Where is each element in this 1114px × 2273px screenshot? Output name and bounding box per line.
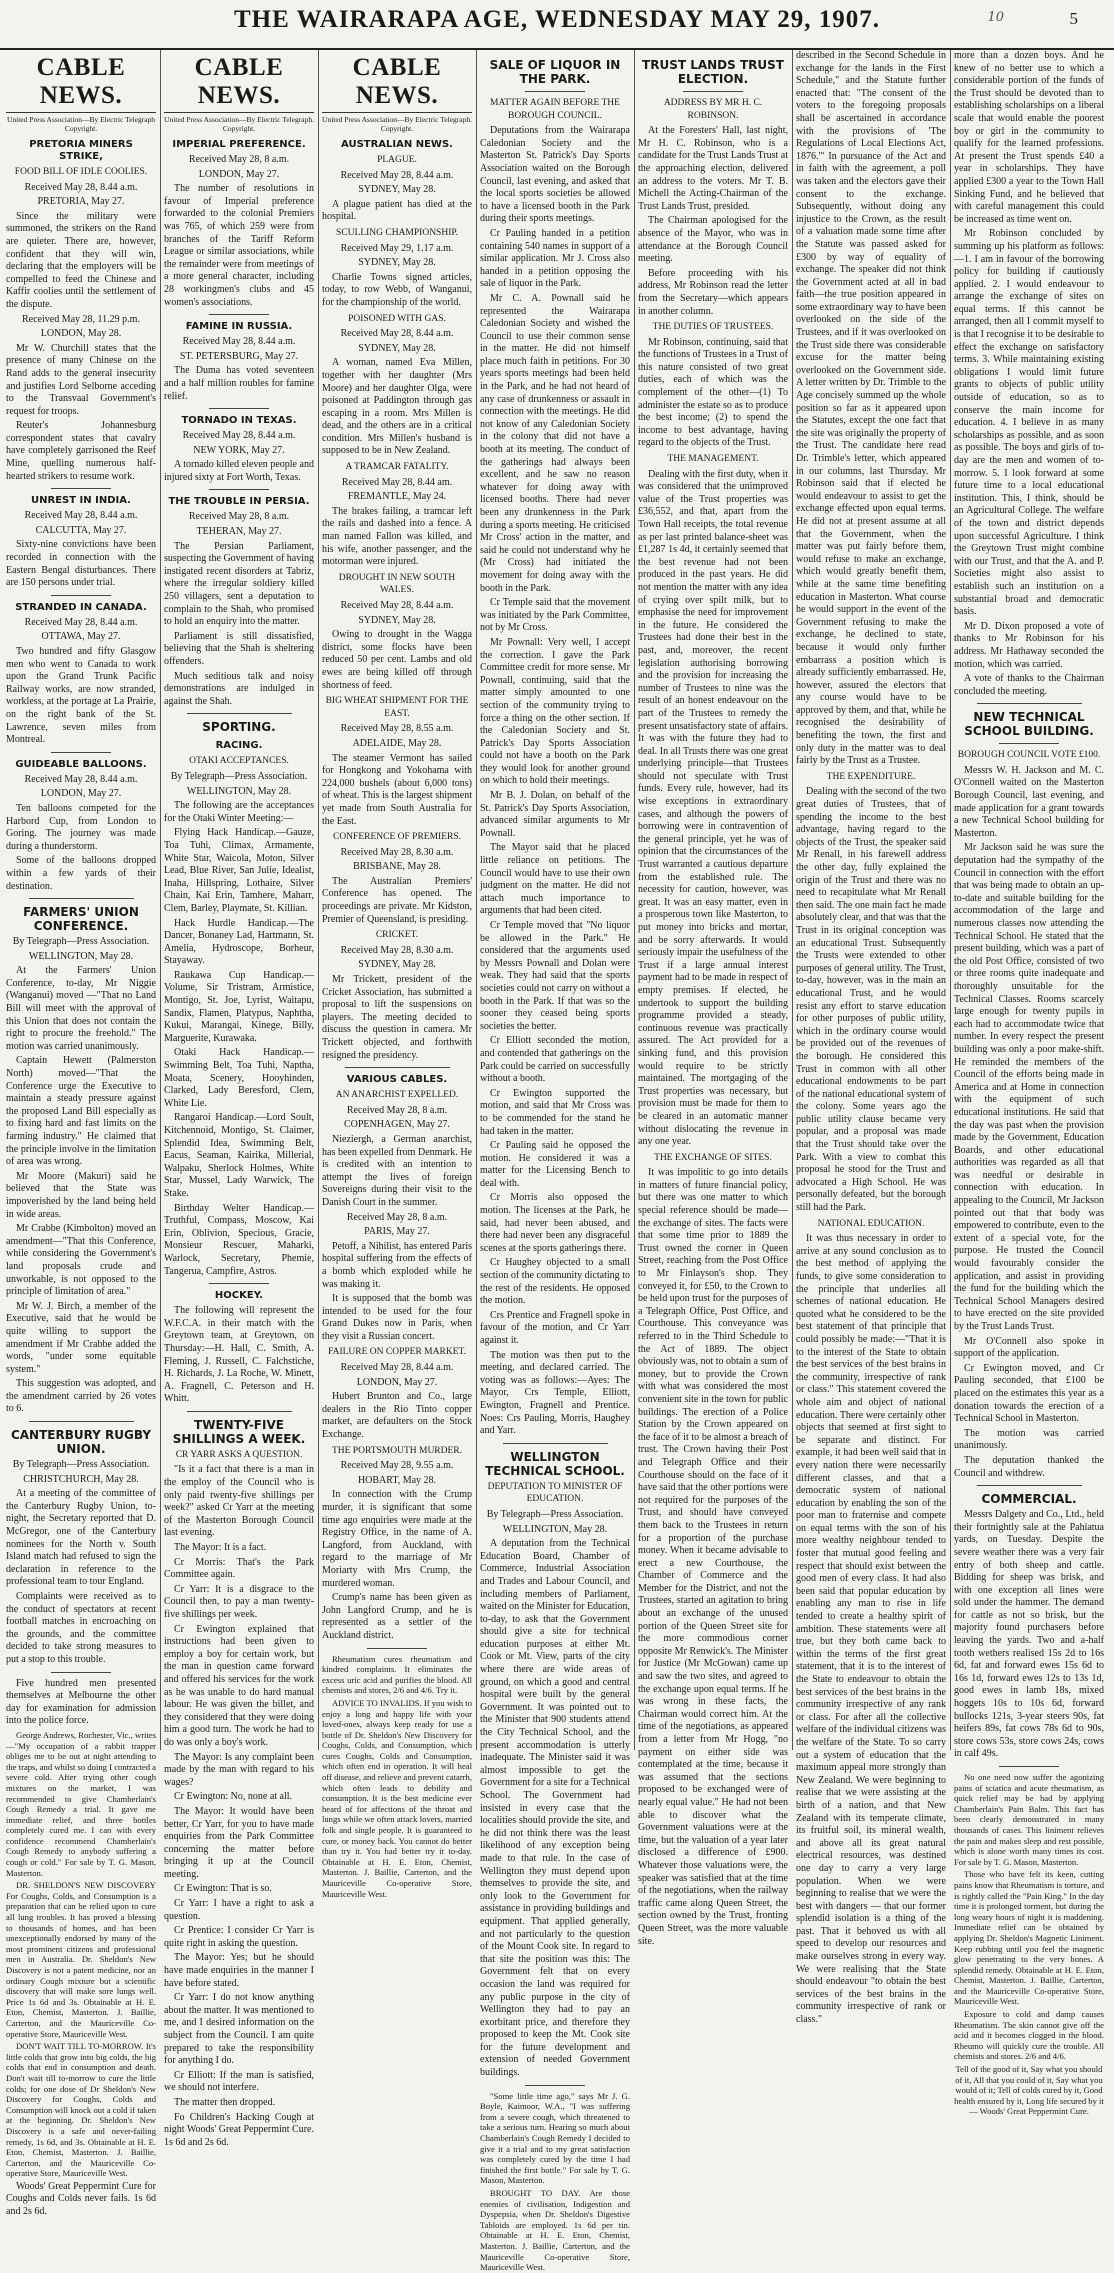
paragraph: Cr Morris: That's the Park Committee again. bbox=[164, 1556, 314, 1581]
paragraph: Flying Hack Handicap.—Gauze, Toa Tuhi, Climax, Armamente, White Star, Waicola, Moton, Silver Lead, Blue River, San Julie, Idealist, Inaha, Hillspring, Lothaire, Silver Chain, Kai Erin, Tamhere, Maharr, Clem, Barley, Playmate, St. Killian. bbox=[164, 827, 314, 914]
dateline: WELLINGTON, May 28. bbox=[28, 950, 134, 962]
paragraph: Since the military were summoned, the strikers on the Rand are quieter. There are, however, confident that they will win, declaring that the employers will be compelled to feed the Chinese and Kaffir coolies until the settlement of the dispute. bbox=[6, 210, 156, 310]
separator bbox=[209, 314, 269, 315]
article-heading: THE TROUBLE IN PERSIA. bbox=[168, 496, 310, 508]
advertisement: Exposure to cold and damp causes Rheumatism. The skin cannot give off the acid and it becomes clogged in the blood. Rheumo will quickly cure the trouble. All chemists and stores. 2/6 and 4/6. bbox=[954, 2009, 1104, 2062]
article-heading: STRANDED IN CANADA. bbox=[15, 601, 147, 613]
paragraph: Cr Elliott seconded the motion, and contended that gatherings on the Park could be carried on successfully without a booth. bbox=[480, 1035, 630, 1085]
column-7 bbox=[954, 50, 1104, 2117]
article-heading: TWENTY-FIVE SHILLINGS A WEEK. bbox=[172, 1417, 306, 1446]
paragraph: Two hundred and fifty Glasgow men who went to Canada to work upon the Grand Trunk Pacific Railway works, are now stranded, workless, at the portage at La Prairie, on the right bank of the St. Lawrence, seven miles from Montreal. bbox=[6, 646, 156, 746]
dateline: OTTAWA, May 27. bbox=[41, 631, 121, 643]
paragraph: Cr Temple moved that "No liquor be allowed in the Park." He considered that the arguments used by Messrs Pownall and Dolan were weak. They had said that the sports societies could not carry on without a booth in the Park. If that was so the sooner they ceased being sports societies the better. bbox=[480, 920, 630, 1032]
paragraph: The brakes failing, a tramcar left the rails and dashed into a fence. A man named Fallon was killed, and his wife, another passenger, and the motorman were injured. bbox=[322, 505, 472, 568]
article-subheading: SCULLING CHAMPIONSHIP. bbox=[336, 227, 458, 238]
advertisement: BROUGHT TO DAY. Are those enemies of civilisation, Indigestion and Dyspepsia, when Dr. Sheldon's Digestive Tabloids are employed. 1s 6d per tin. Obtainable at H. E. Eton, Chemist, Masterton. J. Baillie, Carterton, and the Mauriceville Co-operative Store, Mauriceville West. bbox=[480, 2188, 630, 2273]
advertisement: Those who have felt its keen, cutting pains know that Rheumatism is torture, and is rightly called the "Pain King." In the day time it is prolonged torment, but during the long weary hours of night it is maddening. Immediate relief can be obtained by applying Dr. Sheldon's Magnetic Liniment. Keep rubbing until you feel the magnetic glow penetrating to the very bones. A splendid remedy. Obtainable at H. E. Eton, Chemist, Masterton. J. Baillie, Carterton, and the Mauriceville Co-operative Store, Mauriceville West. bbox=[954, 1869, 1104, 2007]
page-number: 5 bbox=[1069, 9, 1078, 28]
article-heading: SALE OF LIQUOR IN THE PARK. bbox=[489, 58, 621, 86]
newspaper-title: THE WAIRARAPA AGE, WEDNESDAY MAY 29, 1907. bbox=[233, 6, 881, 33]
article-subheading: NATIONAL EDUCATION. bbox=[817, 1218, 925, 1229]
article-subheading: DEPUTATION TO MINISTER OF EDUCATION. bbox=[487, 1481, 623, 1505]
dateline: COPENHAGEN, May 27. bbox=[343, 1119, 451, 1131]
paragraph: A vote of thanks to the Chairman concluded the meeting. bbox=[954, 673, 1104, 697]
separator bbox=[525, 2085, 585, 2086]
paragraph: A woman, named Eva Millen, together with her daughter (Mrs Moore) and her daughter Olga, were poisoned at Paddington through gas escaping in a room. Mrs Millen is dead, and the others are in a critical condition. Mrs Millen's husband is supposed to be in New Zealand. bbox=[322, 357, 472, 457]
paragraph: Sixty-nine convictions have been recorded in connection with the Eastern Bengal disturbances. There are 150 persons under trial. bbox=[6, 539, 156, 589]
paragraph: Mr O'Connell also spoke in support of the application. bbox=[954, 1335, 1104, 1360]
article-heading: SPORTING. bbox=[202, 720, 276, 735]
paragraph: Complaints were received as to the conduct of spectators at recent football matches in encroaching on the grounds, and the committee decided to take strong measures to put a stop to this trouble. bbox=[6, 1591, 156, 1665]
dateline: SYDNEY, May 28. bbox=[358, 184, 436, 196]
paragraph: The Australian Premiers' Conference has opened. The proceedings are private. Mr Kidston, Premier of Queensland, is presiding. bbox=[322, 875, 472, 925]
paragraph: The Persian Parliament, suspecting the Government of having instigated recent disorders at Tabriz, where the irregular soldiery killed 250 villagers, sent a deputation to complain to the Shah, who promised to hold an enquiry into the matter. bbox=[164, 540, 314, 628]
dateline: LONDON, May 27. bbox=[356, 1376, 438, 1388]
paragraph: Rangaroi Handicap.—Lord Soult, Kitchennoid, Montigo, St. Claimer, Splendid Idea, Swimming Belt, Eacus, Seaman, Kairika, Millerial, Walpaku, Sherlock Holmes, White Star, Mussel, Lady Warwick, The Stake. bbox=[164, 1112, 314, 1199]
paragraph: Mr Trickett, president of the Cricket Association, has submitted a proposal to lift the suspensions on players. The meeting decided to discuss the question in camera. Mr Trickett objected, and forthwith resigned the presidency. bbox=[322, 974, 472, 1061]
paragraph: Birthday Welter Handicap.—Truthful, Compass, Moscow, Kai Erin, Oblivion, Specious, Gracie, Monsieur Rescuer, Maharki, Warlock, Secretary, Phemie, Tangerua, Campfire, Astros. bbox=[164, 1202, 314, 1277]
paragraph: A plague patient has died at the hospital. bbox=[322, 198, 472, 223]
article-heading: TRUST LANDS TRUST ELECTION. bbox=[642, 58, 784, 86]
separator bbox=[187, 713, 292, 714]
paragraph: Otaki Hack Handicap.—Swimming Belt, Toa Tuhi, Naptha, Moata, Scenery, Hooyhinden, Clarked, Lady Beresford, Clem, White Lie. bbox=[164, 1047, 314, 1109]
paragraph: Some of the balloons dropped within a few yards of their destination. bbox=[6, 855, 156, 892]
paragraph: Cr Ewington moved, and Cr Pauling seconded, that £100 be placed on the estimates this year as a donation towards the erection of a Technical School in Masterton. bbox=[954, 1362, 1104, 1425]
paragraph: Mr Jackson said he was sure the deputation had the sympathy of the Council in connection with the effort that was being made to obtain an up-to-date and suitable building for the accommodation of the large and numerous classes now attending the Technical School. He stated that the present building, which was a part of the old Post Office, consisted of two or three rooms quite inadequate and thoroughly unsuitable for the Technical Classes. Rooms scarcely large enough for twenty pupils in each had to accommodate twice that number. In every respect the present building was only a poor make-shift. He reminded the members of the Council of the efforts being made in America and at Home in connection with the equipment of such educational institutions. He said that the day was past when the provision made by the Government, Education Boards, and other educational authorities was regarded as all that was needful or desirable in connection with education. In appealing to the Council, Mr Jackson pointed out that that body was empowered to contribute, even to the extent of a special vote, for the purpose. He trusted the Council would favourably consider the application, and assist in providing the fund for the building which the Technical School Managers desired to have erected on the site provided by the Trust Lands Trust. bbox=[954, 842, 1104, 1332]
article-heading: AUSTRALIAN NEWS. bbox=[341, 139, 453, 150]
article-subheading: OTAKI ACCEPTANCES. bbox=[189, 756, 289, 767]
column-rule bbox=[318, 50, 319, 1750]
paragraph: The following are the acceptances for the Otaki Winter Meeting:— bbox=[164, 800, 314, 824]
dateline: ADELAIDE, May 28. bbox=[352, 737, 442, 749]
article-subheading: PLAGUE. bbox=[377, 155, 417, 165]
dateline: NEW YORK, May 27. bbox=[193, 444, 285, 456]
paragraph: A deputation from the Technical Education Board, Chamber of Commerce, Industrial Association and Trades and Labour Council, and including members of Parliament, waited on the Minister for Education, to-day, to ask that the Government should give a site for technical education purposes at either Mt. Cook or Mt. View, parts of the city where there are wide areas of ground, on which a good and central hospital were built by the general Government. It was pointed out to the Minister that 900 students attend the City Technical School, and the present accommodation is utterly inadequate. The Minister said it was almost impossible to get the Government for a site for a Technical School. The Government had insisted in every case that the localities should provide the site, and he did not think there was the least likelihood of any exception being made to that rule. In the case of Wellington they must depend upon themselves to provide the site, and only look to the Government for assistance in providing buildings and equipment. That applied generally, and not particularly to the question of the Mount Cook site. In regard to that site the position was this: The Government felt that on every occasion the land was required for any public purpose in the city of Wellington they had to pay an exorbitant price, and therefore they proposed to keep the Mt. Cook site for the future development and extension of needed Government buildings. bbox=[480, 1538, 630, 2079]
paragraph: Cr Yarr: I have a right to ask a question. bbox=[164, 1898, 314, 1922]
article-subheading: THE EXCHANGE OF SITES. bbox=[654, 1152, 772, 1163]
paragraph: Mr Moore (Makuri) said he believed that the State was impoverished by the land being held in wide areas. bbox=[6, 1170, 156, 1220]
paragraph: Deputations from the Wairarapa Caledonian Society and the Masterton St. Patrick's Day Sports Association waited on the Borough Council, last evening, and asked that the local sports societies be allowed to have a licensed booth in the Park during their sports meetings. bbox=[480, 125, 630, 225]
paragraph: The following will represent the W.F.C.A. in their match with the Greytown team, at Greytown, on Thursday:—H. Hall, C. Smith, A. Fleming, J. Russell, C. Falchstiche, H. Richards, J. La Roche, W. Minett, A. Fragnell, C. Peterson and H. Whitt. bbox=[164, 1305, 314, 1405]
paragraph: Before proceeding with his address, Mr Robinson read the letter from the Secretary—which appears in another column. bbox=[638, 267, 788, 317]
paragraph: Five hundred men presented themselves at Melbourne the other day for examination for admission into the police force. bbox=[6, 1677, 156, 1727]
received-line: Received May 28, 9.55 a.m. bbox=[340, 1460, 454, 1472]
paragraph: Mr B. J. Dolan, on behalf of the St. Patrick's Day Sports Association, advanced similar arguments to Mr Pownall. bbox=[480, 790, 630, 839]
paragraph: Crump's name has been given as John Langford Crump, and he is represented as a settler of the Auckland district. bbox=[322, 1592, 472, 1641]
dateline: LONDON, May 28. bbox=[40, 328, 122, 340]
received-line: Received May 28, 8 a.m. bbox=[346, 1104, 448, 1116]
separator bbox=[187, 1411, 292, 1412]
paragraph: Mr Pownall: Very well, I accept the correction. I gave the Park Committee credit for more sense. Mr Pownall, continuing, said that the matter simply amounted to one section of the community trying to force a thing on the other section. If the Caledonian Society and St. Patrick's Day Sports Association could not have a booth on the Park they would look for another ground on which to hold their meetings. bbox=[480, 636, 630, 787]
separator bbox=[999, 743, 1059, 744]
paragraph: Cr Ewington: That is so. bbox=[174, 1883, 272, 1895]
paragraph: It was impolitic to go into details in matters of future financial policy, but there was one matter to which special reference should be made—the exchange of sites. The facts were that some time prior to 1889 the Trust owned the corner in Queen Street, reaching from the Post Office to Mr Finlayson's shop. They conveyed it, for £50, to the Crown to be held upon trust for the purposes of a Telegraph Office, Post Office, and Courthouse. This conveyance was referred to in the Third Schedule to the Act of 1889. The object obviously was, not to obtain a sum of money, but to provide the Crown with what was considered the most convenient site in the town for public buildings. The erection of a Police Station by the Crown appeared on the face of it to be almost a breach of trust. The Crown having their Post and Telegraph Office and their Courthouse should on the face of it have said that the other portions were not required for the purposes of the Trust, and should have conveyed them back to the Trustees in return for a proportion of the purchase money. When it became advisable to erect a new Courthouse, the Chamber of Commerce and the Member for the District, and not the Trustees, started an agitation to bring about an exchange of the unused portion of the Queen Street site for the more commodious corner opposite Mr Renwick's. The Minister for Justice (Mr McGowan) came up and saw the two sites, and agreed to the exchange upon equal terms. If he was wrong in these facts, the Chairman would correct him. At the time of the negotiations, as appeared from a letter from Mr Hogg, "no payment on either side was contemplated at the time, because it was assumed that the sections proposed to be exchanged were of nearly equal value." He had not been able to discover what the Government valuations were at the time, but the valuation of a year later disclosed a difference of £900. Whatever those valuations were, the speaker was satisfied that at the time of the negotiations, when the railway traffic came along Queen Street, the section owned by the Trust, fronting Queen Street, was the more valuable site. bbox=[638, 1167, 788, 1947]
paragraph: The steamer Vermont has sailed for Hongkong and Yokohama with 224,000 bushels (about 6,000 tons) of wheat. This is the largest shipment yet made from South Australia for the East. bbox=[322, 752, 472, 827]
received-line: Received May 28, 8.44 a.m. bbox=[24, 773, 138, 785]
section-title: CABLE NEWS. bbox=[6, 54, 156, 113]
dateline: LONDON, May 27. bbox=[40, 788, 122, 800]
article-heading: RACING. bbox=[215, 740, 263, 752]
article-subheading: ADDRESS BY MR H. C. ROBINSON. bbox=[663, 98, 763, 121]
paragraph: Messrs W. H. Jackson and M. C. O'Connell waited on the Masterton Borough Council, last evening, and made application for a grant towards a new Technical School building for Masterton. bbox=[954, 764, 1104, 839]
paragraph: At the Farmers' Union Conference, to-day, Mr Niggie (Wanganui) moved —"That no Land Bill will meet with the approval of this Union that does not contain the right to procure the freehold." The motion was carried unanimously. bbox=[6, 965, 156, 1052]
column-3 bbox=[322, 50, 472, 1899]
paragraph: Mr Robinson, continuing, said that the functions of Trustees in a Trust of this nature consisted of two great duties, each of which was the complement of the other—(1) To administer the estate so as to produce the best income; (2) to spend the income to best advantage, having regard to the objects of the Trust. bbox=[638, 336, 788, 449]
article-subheading: THE EXPENDITURE. bbox=[826, 771, 916, 782]
paragraph: The Mayor: It is a fact. bbox=[174, 1542, 267, 1554]
article-heading: VARIOUS CABLES. bbox=[346, 1074, 448, 1086]
received-line: Received May 28, 11.29 p.m. bbox=[22, 313, 140, 325]
separator bbox=[367, 1648, 427, 1649]
dateline: SYDNEY, May 28. bbox=[358, 342, 436, 354]
article-subheading: DROUGHT IN NEW SOUTH WALES. bbox=[338, 572, 456, 596]
article-heading: WELLINGTON TECHNICAL SCHOOL. bbox=[485, 1449, 625, 1478]
paragraph: At the Foresters' Hall, last night, Mr H. C. Robinson, who is a candidate for the Trust Lands Trust at the approaching election, delivered an address to the voters. Mr T. B. Michell the Acting-Chairman of the Trust Lands Trust, presided. bbox=[638, 125, 788, 212]
advertisement: Tell of the good of it, Say what you should of it, All that you could of it, Say what you would of it; Tell of colds cured by it, Good health ensured by it, Long life secured by it— Woods' Great Peppermint Cure. bbox=[954, 2064, 1104, 2117]
received-line: Received May 28, 8.44 a.m. bbox=[340, 1362, 454, 1374]
paragraph: Petoff, a Nihilist, has entered Paris hospital suffering from the effects of a bomb which exploded while he was making it. bbox=[322, 1240, 472, 1290]
received-line: Received May 28, 8.55 a.m. bbox=[340, 723, 454, 735]
separator bbox=[977, 1485, 1082, 1486]
paragraph: The Duma has voted seventeen and a half million roubles for famine relief. bbox=[164, 365, 314, 402]
paragraph: Much seditious talk and noisy demonstrations are indulged in against the Shah. bbox=[164, 670, 314, 707]
column-rule bbox=[160, 50, 161, 1750]
separator bbox=[29, 1421, 134, 1422]
paragraph: The Mayor: It would have been better, Cr Yarr, for you to have made enquiries from the Park Committee concerning the matter before bringing it up at the Council meeting. bbox=[164, 1805, 314, 1880]
paragraph: Hack Hurdle Handicap.—The Dancer, Bonaney Lad, Hartmann, St. Amelia, Hydroscope, Borheur, Stayaway. bbox=[164, 917, 314, 967]
article-subheading: POISONED WITH GAS. bbox=[348, 313, 446, 324]
article-subheading: CONFERENCE OF PREMIERS. bbox=[332, 832, 461, 843]
column-1 bbox=[6, 50, 156, 2218]
paragraph: Cr Prentice: I consider Cr Yarr is quite right in asking the question. bbox=[164, 1925, 314, 1949]
paragraph: The number of resolutions in favour of Imperial preference forwarded to the colonial Premiers was 765, of which 259 were from branches of the Tariff Reform League or similar associations, while the remainder were from meetings of a more general character, including 28 workingmen's clubs and 45 women's associations. bbox=[164, 183, 314, 308]
paragraph: Charlie Towns signed articles, today, to row Webb, of Wanganui, for the championship of the world. bbox=[322, 271, 472, 308]
article-subheading: THE DUTIES OF TRUSTEES. bbox=[652, 322, 774, 333]
paragraph: Owing to drought in the Wagga district, some flocks have been reduced 50 per cent. Lambs and old ewes are being killed off through shortness of feed. bbox=[322, 629, 472, 691]
received-line: Received May 28, 8 a.m. bbox=[188, 511, 290, 523]
column-5 bbox=[638, 50, 788, 1947]
dateline: SYDNEY, May 28. bbox=[358, 959, 436, 971]
advertisement: George Andrews, Rochester, Vic., writes —"My occupation of a rabbit trapper obliges me to be out at night attending to the traps, and whilst so doing I contracted a severe cold. After trying other cough mixtures on the market, I was recommended to give Chamberlain's Cough Remedy a trial. It gave me immediate relief, and three bottles completely cured me. I can with every confidence recommend Chamberlain's Cough Remedy to anybody suffering a cough or cold." For sale by T. G. Mason, Masterton. bbox=[6, 1729, 156, 1878]
separator bbox=[51, 1672, 111, 1673]
article-subheading: FAILURE ON COPPER MARKET. bbox=[328, 1347, 466, 1358]
article-subheading: THE PORTSMOUTH MURDER. bbox=[331, 1445, 463, 1456]
section-title: CABLE NEWS. bbox=[322, 54, 472, 113]
paragraph: Cr Pauling handed in a petition containing 540 names in support of a similar application. Mr J. Cross also handed in a petition opposing the sale of liquor in the Park. bbox=[480, 227, 630, 290]
received-line: Received May 28, 8.44 a.m. bbox=[182, 336, 296, 348]
received-line: Received May 28, 8.44 a.m. bbox=[24, 181, 138, 193]
column-2 bbox=[164, 50, 314, 2148]
dateline: BRISBANE, May 28. bbox=[353, 861, 441, 873]
section-title: CABLE NEWS. bbox=[164, 54, 314, 113]
paragraph: It is supposed that the bomb was intended to be used for the four Grand Dukes now in Paris, when they visit a Russian concert. bbox=[322, 1293, 472, 1342]
paragraph: It was thus necessary in order to arrive at any sound conclusion as to the best method of applying the funds, to give some consideration to the principle that underlies all schemes of national education. He quoted what he considered to be the best statement of that principle that could possibly be made:—"That it is to the interest of the State to obtain the best services of the best brains in the community, irrespective of rank or class." This statement covered the whole aim and object of national education. There were certainly other objects that seemed at first sight to be separate and distinct. For example, it had been well said that in every nation there were necessarily different classes, and that a democratic system of national education by enabling the son of the poor man to fraternise and compete on equal terms with the son of his more wealthy neighbour tended to foster that mutual good feeling and respect that should exist between the good men of every class. It had also been said that popular education by enabling any man to rise in life tended to create a healthy spirit of ambition. These statements were all true, but they both came back to within the terms of the first great statement, that it is to the interest of the State to endeavour to obtain the best services of the best brains in the community irrespective of any rank or class. For after all the collective welfare of the individual citizens was the welfare of the State. To so carry out a system of education that the maximum appeal more strongly than New Zealand. We were beginning to realise that we were assisting at the birth of a nation, and that New Zealand with its temperate climate, its fruitful soil, its mineral wealth, and above all its great natural electrical resources, was destined one day to carry a very large population. When we were beginning to realise that we were the best with dangers — that our former splendid isolation is a thing of the past. That it behoved us with all speed to develop our resources and make ourselves strong in every way. We were realising that the State should endeavour "to obtain the best services of the best brains in the community irrespective of rank or class." bbox=[796, 1233, 946, 2026]
paragraph: Captain Hewett (Palmerston North) moved—"That the Conference urge the Executive to maintain a steady pressure against the proposed Land Bill especially as to fixing hard and fast limits on the farming industry." He claimed that the principle involve in the limitation of area was wrong. bbox=[6, 1055, 156, 1168]
paragraph: Cr Elliott: If the man is satisfied, we should not interfere. bbox=[164, 2069, 314, 2094]
column-6 bbox=[796, 50, 946, 2026]
column-rule bbox=[950, 50, 951, 1750]
paragraph: more than a dozen boys. And he knew of no better use to which a considerable portion of the funds of the Trust should be devoted than to establishing scholarships on a liberal scale that would enable the poorest boy or girl in the community to qualify for the learned professions. At present the Trust spends £40 a year in scholarships. They have applied £300 a year to the Town Hall Sinking Fund, and he believed that with careful management this could be increased as time went on. bbox=[954, 50, 1104, 225]
paragraph: The matter then dropped. bbox=[174, 2096, 276, 2108]
received-line: Received May 28, 8.30 a.m. bbox=[340, 846, 454, 858]
paragraph: Mr W. J. Birch, a member of the Executive, said that he would be quite willing to support the amendment if Mr Crabbe added the words, "under some equitable system." bbox=[6, 1300, 156, 1375]
article-heading: COMMERCIAL. bbox=[981, 1492, 1077, 1507]
received-line: Received May 29, 1.17 a.m. bbox=[340, 242, 454, 254]
advertisement: "Some little time ago," says Mr J. G. Boyle, Kaimoor, W.A., "I was suffering from a severe cough, which threatened to take a serious turn. Hearing so much about Chamberlain's Cough Remedy I decided to give it a trial and to my great satisfaction was completely cured by the time I had finished the first bottle." For sale by T. G. Mason, Masterton. bbox=[480, 2090, 630, 2186]
paragraph: Mr Crabbe (Kimbolton) moved an amendment—"That this Conference, while considering the Government's land proposals crude and unworkable, is not opposed to the principle of limitation of area." bbox=[6, 1223, 156, 1298]
paragraph: Mr Robinson concluded by summing up his platform as follows:—1. I am in favour of the borrowing policy for building if cautiously applied. 2. I would endeavour to arrange the exchange of sites on equal terms. If this cannot be arranged, then all I commit myself to is that I recognise it to be desirable to effect the exchange on satisfactory terms. 3. While maintaining existing obligations I would limit future grants to objects of public utility outside of education, so as to conserve the main income for education. 4. I believe in as many scholarships as possible, and as soon as possible. The boys and girls of to-day are the men and women of to-morrow. 5. I look forward at some future time to a local educational institution. This, I think, should be an Agricultural College. The welfare of the town and district depends upon successful Agriculture. I think the Greytown Trust might combine with our Trust, and that the A. and P. Societies might also assist to establish such an institution on a substantial broad and democratic basis. bbox=[954, 228, 1104, 618]
received-line: Received May 28, 8.44 a.m. bbox=[340, 169, 454, 181]
paragraph: Nieziergh, a German anarchist, has been expelled from Denmark. He is credited with an intention to attempt the lives of foreign Sovereigns during their visit to the Danish Court in the summer. bbox=[322, 1133, 472, 1208]
article-heading: TORNADO IN TEXAS. bbox=[181, 415, 297, 427]
dateline: CHRISTCHURCH, May 28. bbox=[23, 1473, 139, 1485]
received-line: Received May 28, 8 a.m. bbox=[346, 1211, 448, 1223]
paragraph: Cr Ewington supported the motion, and said that Mr Cross was to be commended for the stand he had taken in the matter. bbox=[480, 1087, 630, 1137]
separator bbox=[51, 488, 111, 489]
received-line: Received May 28, 8.30 a.m. bbox=[340, 944, 454, 956]
byline: By Telegraph—Press Association. bbox=[486, 1508, 624, 1520]
newspaper-columns bbox=[4, 50, 1110, 2273]
article-subheading: MATTER AGAIN BEFORE THE BOROUGH COUNCIL. bbox=[490, 98, 620, 121]
dateline: LONDON, May 27. bbox=[198, 168, 280, 180]
article-subheading: CRICKET. bbox=[375, 930, 419, 941]
article-subheading: BIG WHEAT SHIPMENT FOR THE EAST. bbox=[325, 696, 469, 719]
advertisement: No one need now suffer the agonizing pains of sciatica and acute rheumatism, as quick relief may be had by applying Chamberlain's Pain Balm. This fact has been clearly demonstrated in many thousands of cases. This liniment relieves the pain and makes sleep and rest possible, which is alone worth many times its cost. For sale by T. G. Mason, Masterton. bbox=[954, 1772, 1104, 1867]
paragraph: described in the Second Schedule in exchange for the lands in the First Schedule," and the Statute further enacted that: "The consent of the voters to the foregoing proposals shall be ascertained in accordance with the provisions of 'The Regulations of Local Elections Act, 1876.'" In pursuance of the Act and in faith with the agreement, a poll was taken and the electors gave their consent to the exchange. Subsequently, without doing any injustice to the Crown, as the result of a valuation made some time after the Statute was passed asked for £300 by way of equality of exchange. The speaker did not think the Government acted at all in bad faith—the true position appeared in some extraordinary way to have been overlooked on the side of the Trustees, and if it was overlooked on the Trust side there was considerable excuse for the matter being overlooked on the Government side. A letter written by Dr. Trimble to the Age concisely summed up the whole position so far as it appeared upon the Statutes, except the one fact that the site was originally the property of the Trust. The candidate here read Dr. Trimble's letter, which appeared in our columns, last Thursday. Mr Robinson said that if elected he would endeavour to assist to get the exchange effected upon equal terms. He did not at present assume at all that the Government, when the matter was put fairly before them, would refuse to make an exchange, which would greatly benefit them, while at the same time benefiting education in Masterton. What course he would support in the event of the Government refusing to make the exchange, he declined to state, because it would only further embarrass a position which is already sufficiently embarrassed. He, however, assured the electors that any course would have to be approved by them, and that, while he recognised the desirability of benefiting the town, the first and only duty in the matter was to deal fairly by the Trust as a Trustee. bbox=[796, 50, 946, 767]
paragraph: Cr Morris also opposed the motion. The licenses at the Park, he said, had never been abused, and there had never been any disgraceful scenes at the sports gatherings there. bbox=[480, 1192, 630, 1254]
byline: By Telegraph—Press Association. bbox=[12, 936, 150, 948]
advertisement: Woods' Great Peppermint Cure for Coughs and Colds never fails. 1s 6d and 2s 6d. bbox=[6, 2180, 156, 2218]
paragraph: The Chairman apologised for the absence of the Mayor, who was in attendance at the Borough Council meeting. bbox=[638, 215, 788, 265]
separator bbox=[999, 1766, 1059, 1767]
paragraph: Mr W. Churchill states that the presence of many Chinese on the Rand adds to the general insecurity and justifies Lord Selborne acceding to the Transvaal Government's request for troops. bbox=[6, 342, 156, 417]
separator bbox=[503, 1443, 608, 1444]
received-line: Received May 28, 8 a.m. bbox=[188, 154, 290, 165]
paragraph: Cr Pauling said he opposed the motion. He considered it was a matter for the Licensing Bench to deal with. bbox=[480, 1140, 630, 1189]
paragraph: The deputation thanked the Council and withdrew. bbox=[954, 1454, 1104, 1479]
paragraph: The motion was then put to the meeting, and declared carried. The voting was as follows:—Ayes: The Mayor, Crs Temple, Elliott, Ewington, Fragnell and Prentice. Noes: Crs Pauling, Morris, Haughey and Yarr. bbox=[480, 1349, 630, 1437]
paragraph: The Mayor: Is any complaint been made by the man with regard to his wages? bbox=[164, 1751, 314, 1788]
dateline: CALCUTTA, May 27. bbox=[35, 524, 127, 536]
received-line: Received May 28, 8.44 a.m. bbox=[340, 600, 454, 611]
paragraph: Hubert Brunton and Co., large dealers in the Rio Tinto copper market, are defaulters on the Stock Exchange. bbox=[322, 1391, 472, 1441]
paragraph: Cr Ewington explained that instructions had been given to employ a boy for certain work, but the man in question came forward and offered his services for the work as he was unable to do hard manual labour. He was given the billet, and they considered that they were doing him a good turn. The work he had to do was only a boy's work. bbox=[164, 1623, 314, 1748]
dateline: SYDNEY, May 28. bbox=[358, 257, 436, 269]
paragraph: Cr Ewington: No, none at all. bbox=[174, 1791, 293, 1803]
masthead bbox=[0, 0, 1114, 50]
article-subheading: AN ANARCHIST EXPELLED. bbox=[335, 1090, 459, 1101]
paragraph: The Mayor: Yes; but he should have made enquiries in the manner I have before stated. bbox=[164, 1952, 314, 1989]
advertisement: Fo Children's Hacking Cough at night Woods' Great Peppermint Cure. 1s 6d and 2s 6d. bbox=[164, 2111, 314, 2148]
separator bbox=[525, 91, 585, 92]
article-heading: FARMERS' UNION CONFERENCE. bbox=[23, 905, 139, 934]
paragraph: Cr Yarr: I do not know anything about the matter. It was mentioned to me, and I desired information on the subject from the Council. I am quite prepared to take the responsibility for anything I do. bbox=[164, 1992, 314, 2067]
advertisement: DR. SHELDON'S NEW DISCOVERY For Coughs, Colds, and Consumption is a preparation that can be relied upon to cure all lung troubles. It has proved a blessing to thousands of homes, and has been unexceptionally endorsed by many of the most prominent citizens and professional men in Australia. Dr. Sheldon's New Discovery is not a patent medicine, nor an ordinary Cough mixture but a scientific discovery that will make sore lungs well. Price 1s 6d and 3s. Obtainable at H. E. Eton, Chemist, Masterton. J. Baillie, Carterton, and the Mauriceville Co-operative Store, Mauriceville West. bbox=[6, 1880, 156, 2039]
separator bbox=[29, 898, 134, 899]
dateline: WELLINGTON, May 28. bbox=[186, 785, 292, 797]
page-stamp: 10 bbox=[987, 10, 1004, 25]
separator bbox=[209, 408, 269, 409]
advertisement: Rheumatism cures rheumatism and kindred complaints. It eliminates the excess uric acid and purifies the blood. All chemists and stores, 2/6 and 4/6. Try it. bbox=[322, 1653, 472, 1696]
dateline: ST. PETERSBURG, May 27. bbox=[179, 350, 299, 362]
separator bbox=[51, 595, 111, 596]
column-4 bbox=[480, 50, 630, 2273]
received-line: Received May 28, 8.44 a.m. bbox=[340, 328, 454, 340]
article-subheading: FOOD BILL OF IDLE COOLIES. bbox=[14, 167, 148, 177]
article-heading: CANTERBURY RUGBY UNION. bbox=[10, 1428, 152, 1457]
column-rule bbox=[792, 50, 793, 1750]
paragraph: In connection with the Crump murder, it is significant that some time ago enquiries were made at the Registry Office, in the name of A. Langford, from Auckland, with regard to the marriage of Mr Moriarty with Mrs Crump, the murdered woman. bbox=[322, 1489, 472, 1589]
paragraph: Cr Temple said that the movement was initiated by the Park Committee, not by Mr Cross. bbox=[480, 597, 630, 634]
separator bbox=[209, 1283, 269, 1284]
dateline: PRETORIA, May 27. bbox=[37, 196, 125, 208]
paragraph: At a meeting of the committee of the Canterbury Rugby Union, to-night, the Secretary reported that D. McGregor, one of the Canterbury nominees for the North v. South Island match had refused to sign the declaration in reference to the professional team to tour England. bbox=[6, 1488, 156, 1588]
column-rule bbox=[634, 50, 635, 1750]
paragraph: Crs Prentice and Fragnell spoke in favour of the motion, and Cr Yarr against it. bbox=[480, 1309, 630, 1346]
paragraph: This suggestion was adopted, and the amendment carried by 26 votes to 6. bbox=[6, 1378, 156, 1415]
article-subheading: A TRAMCAR FATALITY. bbox=[345, 462, 449, 473]
dateline: WELLINGTON, May 28. bbox=[502, 1523, 608, 1535]
dateline: TEHERAN, May 27. bbox=[196, 526, 282, 538]
article-heading: HOCKEY. bbox=[214, 1290, 264, 1302]
article-heading: FAMINE IN RUSSIA. bbox=[185, 321, 293, 333]
article-heading: GUIDEABLE BALLOONS. bbox=[15, 758, 147, 770]
paragraph: Cr Haughey objected to a small section of the community dictating to the rest of the residents. He opposed the motion. bbox=[480, 1257, 630, 1307]
credit-line: United Press Association—By Electric Telegraph. Copyright. bbox=[322, 115, 472, 133]
paragraph: Dealing with the first duty, when it was considered that the unimproved value of the Trust properties was £36,552, and that, apart from the Town Hall receipts, the total revenue as per last printed balance-sheet was £1,287 1s 4d, it certainly seemed that the best revenue had not been produced in the past years. He did not mention the matter with any idea of crying over spilt milk, but to emphasise the need for improvement in the future. He considered the Trustees had done their best in the past, and, moreover, the recent legislation authorising borrowing and the provision for increasing the number of Trustees to nine was the result of an honest endeavour on the part of the Trustees to remedy the present unsatisfactory state of affairs. It was with the future they had to deal. In all Trusts there was one great underlying principle—that Trustees should not speculate with Trust funds. Every rule, however, had its wise exceptions in extraordinary cases, and although the powers of borrowing were in contravention of the general principle, yet he was of opinion that the circumstances of the Trust warranted a cautious departure from the established rule. The necessity for caution, however, was great. It was an easy matter, even in a prosperous town like Masterton, to put money into bricks and mortar, and be sorry afterwards. It would seriously impair the usefulness of the Trust if a large annual interest payment had to be made in respect of empty premises. If elected, he undertook to support the building programme provided a steady, continuous revenue was practically assured. The Act provided for a sinking fund, and this provision would require to be strictly maintained. The mortgaging of the Trust properties was necessary, but provision must be made for them to be cleared in an automatic manner without dislocating the revenue in any one year. bbox=[638, 468, 788, 1148]
column-rule bbox=[476, 50, 477, 1750]
separator bbox=[51, 752, 111, 753]
article-heading: NEW TECHNICAL SCHOOL BUILDING. bbox=[964, 710, 1094, 739]
dateline: PARIS, May 27. bbox=[364, 1226, 430, 1238]
dateline: SYDNEY, May 28. bbox=[358, 614, 436, 626]
received-line: Received May 28, 8.44 am. bbox=[341, 476, 453, 488]
received-line: Received May 28, 8.44 a.m. bbox=[24, 616, 138, 628]
paragraph: Mr C. A. Pownall said he represented the Wairarapa Caledonian Society and wished the Council to use their common sense in the matter. He did not himself place much faith in petitions. For 30 years sports meetings had been held in the Park, and he had not heard of any case of drunkenness or assault in connection with the meetings. He did not know of any Caledonian Society in the colony that did not have a booth at its meeting. The conduct of the gatherings had always been excellent, and he saw no reason whatever for doing away with licensed booths. There had never been any drunkenness in the Park during a sports meeting. He criticised Mr Cross' action in the matter, and said he could not understand why he (Mr Cross) had initiated the movement for doing away with the booth in the Park. bbox=[480, 292, 630, 594]
paragraph: Mr D. Dixon proposed a vote of thanks to Mr Robinson for his address. Mr Hathaway seconded the motion, which was carried. bbox=[954, 620, 1104, 670]
paragraph: Parliament is still dissatisfied, believing that the Shah is sheltering offenders. bbox=[164, 630, 314, 667]
article-heading: PRETORIA MINERS STRIKE, bbox=[29, 139, 133, 162]
byline: By Telegraph—Press Association. bbox=[12, 1459, 150, 1471]
received-line: Received May 28, 8.44 a.m. bbox=[182, 430, 296, 442]
paragraph: Dealing with the second of the two great duties of Trustees, that of spending the income to the best advantage, having regard to the objects of the Trust, the speaker said Mr Renall, in his farewell address the other day, fully explained the origin of the Trust and there was no need to recapitulate what Mr Renall then said. The one main fact he made absolutely clear, and that was that the Trust in its original conception was an educational Trust. Subsequently the Trusts were extended to other purposes of general utility. The Trust, to-day, however, was in the main an educational Trust, and he would resist any effort to starve education for other purposes of public utility, which in the ordinary course would be provided out of the revenues of the borough. He considered this Trust in common with all other educational endowments to be part of the national educational system of the colony. Some years ago the public utility clause became very popular, and a proposal was made that the Trust should take over the Park. With a view to combat this proposal he stood for the Trust and advocated a High School. He was personally defeated, but the borough still had the Park. bbox=[796, 786, 946, 1214]
article-subheading: BOROUGH COUNCIL VOTE £100. bbox=[957, 750, 1101, 761]
dateline: HOBART, May 28. bbox=[357, 1474, 437, 1486]
paragraph: Reuter's Johannesburg correspondent states that cavalry have completely garrisoned the Reef Mine, quelling numerous half-hearted strikers to resume work. bbox=[6, 420, 156, 482]
paragraph: Cr Yarr: It is a disgrace to the Council then, to pay a man twenty-five shillings per week. bbox=[164, 1583, 314, 1620]
paragraph: The Mayor said that he placed little reliance on petitions. The Council would have to use their own judgment on the matter. He did not attach much importance to arguments that had been cited. bbox=[480, 842, 630, 917]
article-subheading: THE MANAGEMENT. bbox=[667, 454, 759, 465]
article-subheading: CR YARR ASKS A QUESTION. bbox=[175, 1449, 303, 1460]
paragraph: "Is it a fact that there is a man in the employ of the Council who is only paid twenty-five shillings per week?" asked Cr Yarr at the meeting of the Masterton Borough Council last evening. bbox=[164, 1464, 314, 1539]
separator bbox=[345, 1067, 450, 1068]
received-line: Received May 28, 8.44 a.m. bbox=[24, 510, 138, 522]
paragraph: Messrs Dalgety and Co., Ltd., held their fortnightly sale at the Pahiatua yards, on Tuesday. Despite the severe weather there was a very fair entry of both sheep and cattle. Bidding for sheep was brisk, and with one exception all lines were sold under the hammer. The demand for cattle as not so brisk, but the majority found purchasers before leaving the yards. Two and a-half tooth wethers realised 15s 2d to 16s 6d, fat and forward ewes 15s 6d to 16s 1d, forward ewes 12s to 13s 1d, good ewes in lamb 18s, mixed hoggets 10s to 10s 6d, forward bullocks 121s, 3-year steers 90s, fat heifers 89s, fat cows 78s 6d to 90s, store cows 53s, store cows 24s, cows in calf 49s. bbox=[954, 1509, 1104, 1760]
article-heading: UNREST IN INDIA. bbox=[31, 495, 131, 507]
article-heading: IMPERIAL PREFERENCE. bbox=[172, 139, 306, 150]
separator bbox=[683, 91, 743, 92]
advertisement: ADVICE TO INVALIDS. If you wish to enjoy a long and happy life with your loved-ones, always keep ready for use a bottle of Dr. Sheldon's New Discovery for Coughs, Colds, and Consumption, which cures Coughs, Colds and Consumption, which often end in operation. It will heal off disease, and relieve and prevent catarrh, which often leads to debility and consumption. It is the best medicine ever heard of for affections of the throat and lungs while we often attack lovers, married folk and single people. It is guaranteed to cure, or money back. You cannot do better than try it. You had better try it to-day. Obtainable at H. E. Eton, Chemist, Masterton. J. Baillie, Carterton, and the Mauriceville Co-operative Store, Mauriceville West. bbox=[322, 1697, 472, 1899]
paragraph: Raukawa Cup Handicap.—Volume, Sir Tristram, Armistice, Montigo, St. Joe, Lyrist, Waitapu, Sandix, Flamen, Platypus, Naphtha, Kukui, Marangai, Kinege, Billy, Marguerite, Kurawaka. bbox=[164, 969, 314, 1044]
separator bbox=[209, 489, 269, 490]
paragraph: A tornado killed eleven people and injured sixty at Fort Worth, Texas. bbox=[164, 459, 314, 483]
credit-line: United Press Association—By Electric Telegraph. Copyright. bbox=[164, 115, 314, 133]
advertisement: DON'T WAIT TILL TO-MORROW. It's little colds that grow into big colds, the big colds that end in consumption and death. Don't wait till to-morrow to cure the little colds; for one dose of Dr Sheldon's New Discovery for Coughs, Colds and Consumption will knock out a cold if taken at the beginning. Dr. Sheldon's New Discovery is a safe and never-failing remedy, 1s 6d, and 3s. Obtainable at H. E. Eton, Chemist, Masterton. J. Baillie, Carterton, and the Mauriceville Co-operative Store, Mauriceville West. bbox=[6, 2041, 156, 2179]
paragraph: Ten balloons competed for the Harbord Cup, from London to Goring. The journey was made during a thunderstorm. bbox=[6, 802, 156, 852]
paragraph: The motion was carried unanimously. bbox=[954, 1427, 1104, 1452]
separator bbox=[977, 703, 1082, 704]
credit-line: United Press Association—By Electric Telegraph Copyright. bbox=[6, 115, 156, 133]
dateline: FREMANTLE, May 24. bbox=[347, 491, 447, 503]
byline: By Telegraph—Press Association. bbox=[170, 770, 308, 782]
